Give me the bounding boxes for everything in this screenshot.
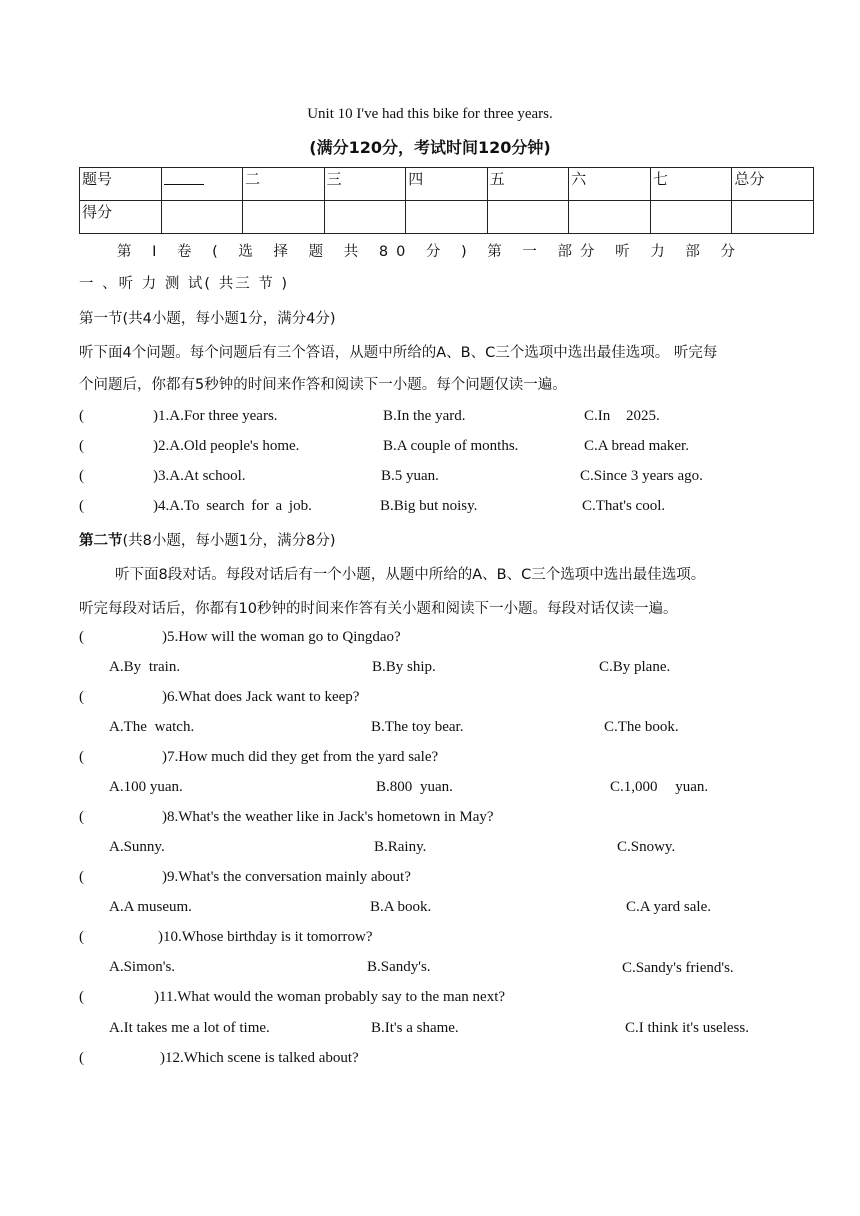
question-text: )11.What would the woman probably say to the man next? [154,989,506,1005]
option-a: A.It takes me a lot of time. [109,1020,270,1036]
score-header-cell: 四 [406,168,488,201]
answer-paren: ( [79,1050,84,1066]
option-c: C.A yard sale. [626,899,711,915]
option-a: A.The watch. [109,719,195,735]
score-cell [243,201,325,234]
score-header-cell [161,168,243,201]
s2-heading-bold: 第二节 [79,533,123,549]
document-title: Unit 10 I've had this bike for three years. [307,106,553,122]
option-a: A.A museum. [109,899,192,915]
question-text: )8.What's the weather like in Jack's hometown in May? [162,809,494,825]
option-c: C.A bread maker. [584,438,689,454]
score-cell [406,201,488,234]
option-b: B.The toy bear. [371,719,464,735]
answer-paren: ( [79,408,84,424]
question-option-a: )3.A.At school. [153,468,246,484]
score-cell [161,201,243,234]
option-b: B.5 yuan. [381,468,439,484]
score-cell [650,201,732,234]
option-b: B.800 yuan. [376,779,453,795]
option-a: A.Sunny. [109,839,165,855]
question-text: )9.What's the conversation mainly about? [162,869,411,885]
blank-line [164,168,204,185]
answer-paren: ( [79,468,84,484]
score-header-cell: 五 [487,168,569,201]
s1-heading: 第一节(共4小题，每小题1分，满分4分) [79,311,336,327]
option-c: C.I think it's useless. [625,1020,749,1036]
answer-paren: ( [79,689,84,705]
s2-instructions-line1: 听下面8段对话。每段对话后有一个小题，从题中所给的A、B、C三个选项中选出最佳选项。 [115,567,706,583]
s2-heading [79,529,336,550]
option-b: B.Big but noisy. [380,498,478,514]
score-cell [487,201,569,234]
option-c: C.Since 3 years ago. [580,468,703,484]
s2-instructions-line2: 听完每段对话后，你都有10秒钟的时间来作答有关小题和阅读下一小题。每段对话仅读一遍。 [79,601,678,617]
score-header-cell: 题号 [80,168,162,201]
question-text: )6.What does Jack want to keep? [162,689,360,705]
section-heading: 一 、听 力 测 试( 共三 节 ) [79,276,290,292]
score-header-cell: 三 [324,168,406,201]
answer-paren: ( [79,498,84,514]
question-text: )12.Which scene is talked about? [160,1050,359,1066]
question-text: )5.How will the woman go to Qingdao? [162,629,401,645]
question-option-a: )4.A.To search for a job. [153,498,312,514]
s1-instructions-line1: 听下面4个问题。每个问题后有三个答语，从题中所给的A、B、C三个选项中选出最佳选项。 听完每 [79,345,718,361]
option-b: B.Sandy's. [367,959,431,975]
score-cell [569,201,651,234]
option-c: C.In 2025. [584,408,660,424]
question-text: )10.Whose birthday is it tomorrow? [158,929,373,945]
option-c: C.The book. [604,719,679,735]
option-c: C.Sandy's friend's. [622,960,734,976]
answer-paren: ( [79,629,84,645]
question-text: )7.How much did they get from the yard sale? [162,749,439,765]
question-option-a: )1.A.For three years. [153,408,278,424]
option-b: B.Rainy. [374,839,427,855]
option-c: C.1,000 yuan. [610,779,709,795]
score-table-score-row [80,201,814,234]
answer-paren: ( [79,989,84,1005]
option-b: B.A couple of months. [383,438,519,454]
answer-paren: ( [79,438,84,454]
option-c: C.By plane. [599,659,671,675]
answer-paren: ( [79,809,84,825]
score-header-cell: 六 [569,168,651,201]
score-header-cell: 总分 [732,168,814,201]
score-table-header-row [80,168,814,201]
score-header-cell: 七 [650,168,732,201]
s1-instructions-line2: 个问题后，你都有5秒钟的时间来作答和阅读下一小题。每个问题仅读一遍。 [79,377,567,393]
exam-info: (满分120分，考试时间120分钟) [309,138,551,157]
option-a: A.By train. [109,659,181,675]
option-c: C.That's cool. [582,498,666,514]
answer-paren: ( [79,869,84,885]
score-cell [324,201,406,234]
s2-heading-rest: (共8小题，每小题1分，满分8分) [122,533,336,549]
part-heading: 第 I 卷 ( 选 择 题 共 80 分 ) 第 一 部分 听 力 部 分 [117,244,743,260]
option-c: C.Snowy. [617,839,676,855]
option-b: B.A book. [370,899,432,915]
option-b: B.In the yard. [383,408,466,424]
option-b: B.By ship. [372,659,436,675]
option-a: A.Simon's. [109,959,176,975]
question-option-a: )2.A.Old people's home. [153,438,300,454]
score-header-cell: 二 [243,168,325,201]
answer-paren: ( [79,929,84,945]
score-table [79,167,814,234]
option-b: B.It's a shame. [371,1020,459,1036]
answer-paren: ( [79,749,84,765]
score-cell [732,201,814,234]
option-a: A.100 yuan. [109,779,183,795]
score-row-label: 得分 [80,201,162,234]
